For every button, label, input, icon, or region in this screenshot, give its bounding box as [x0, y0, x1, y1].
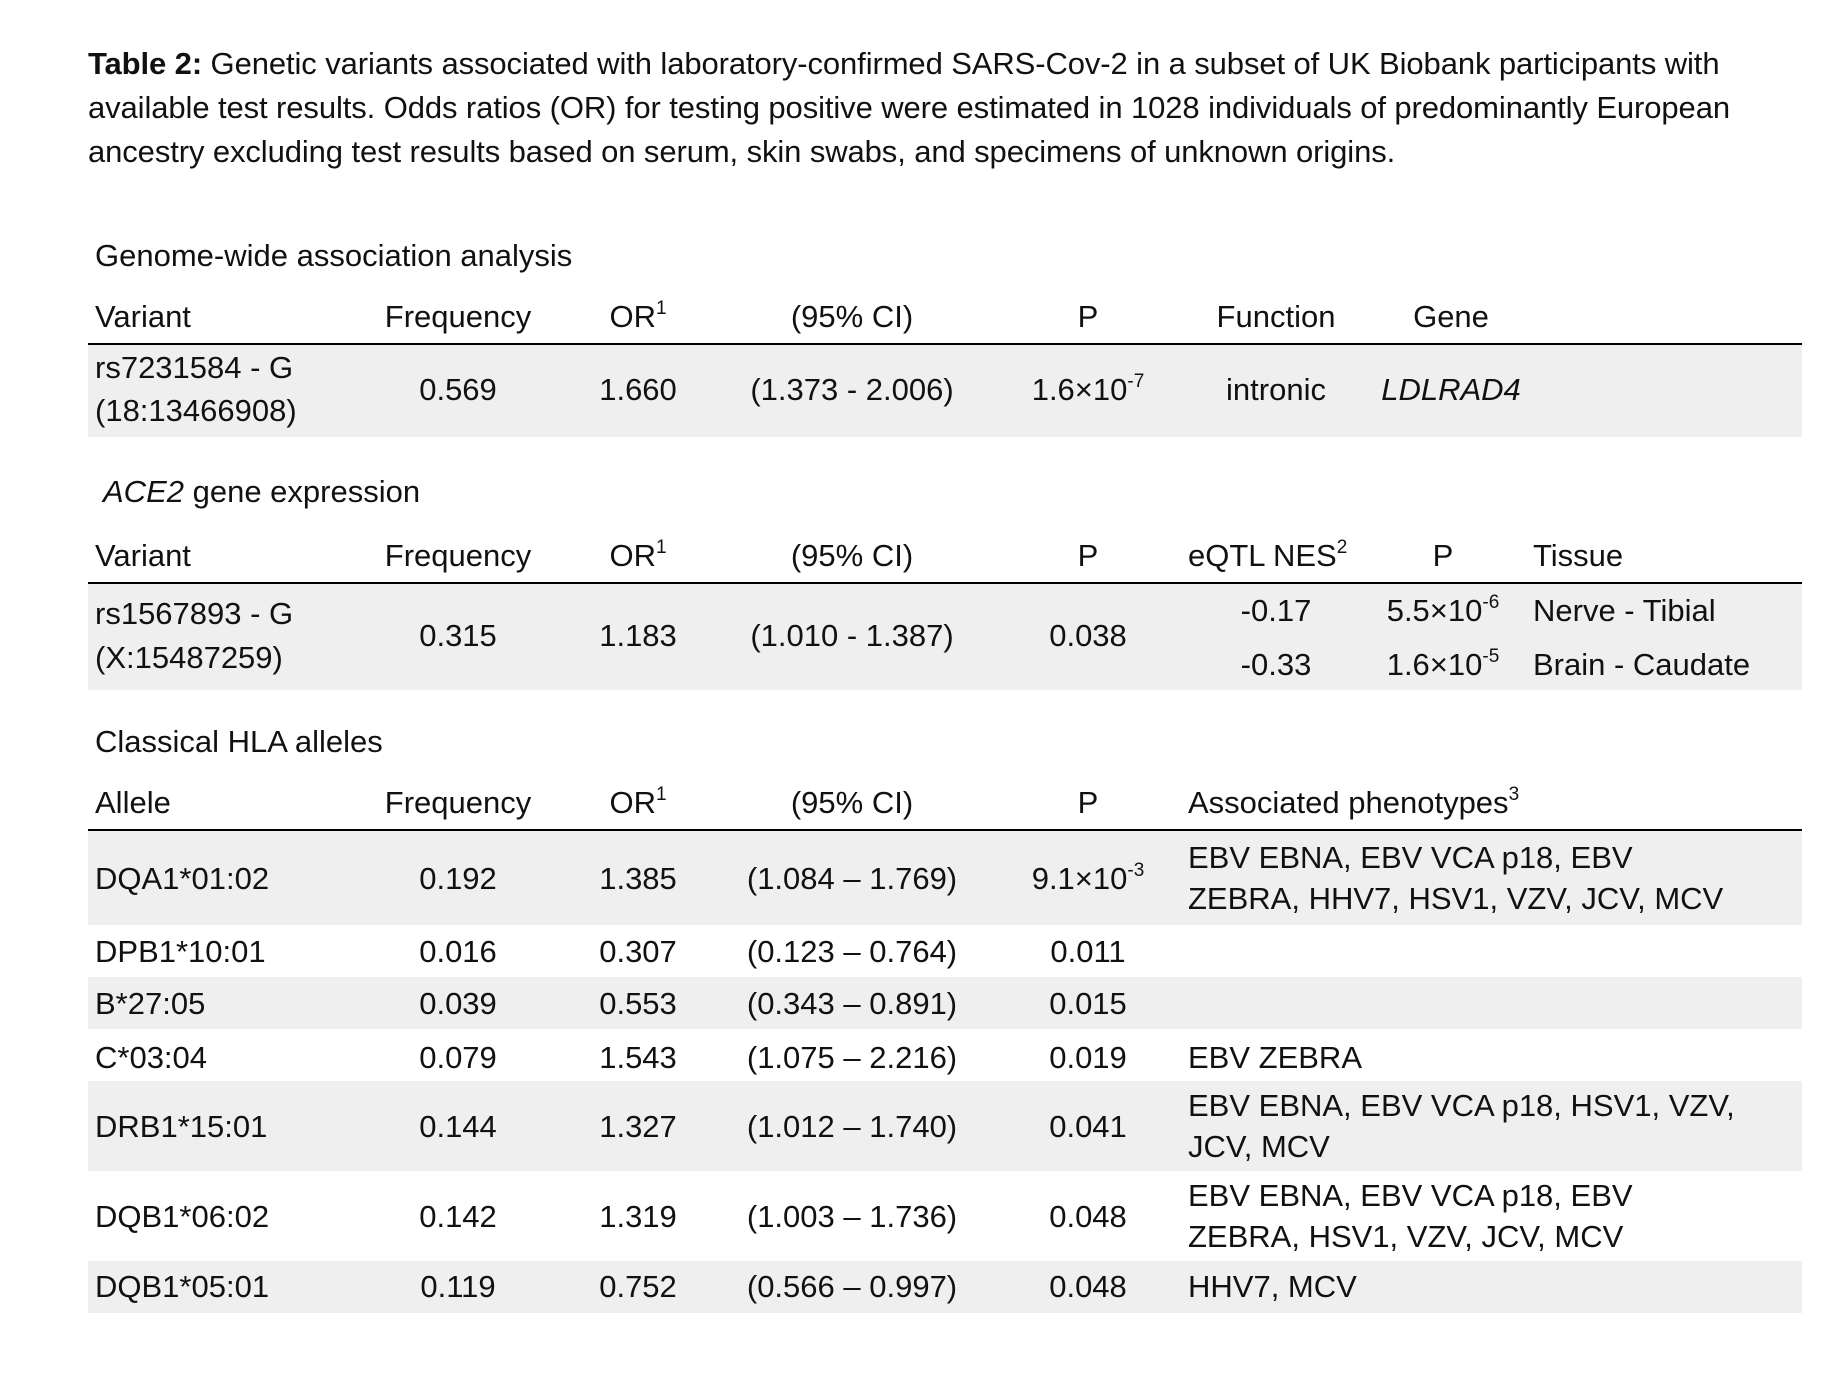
frequency-value: 0.315: [419, 618, 497, 653]
phenotypes-line2: JCV, MCV: [1188, 1129, 1330, 1164]
header-nes-sup: 2: [1336, 536, 1348, 558]
header-or-text: OR: [609, 785, 656, 820]
eqtl-nes-value: -0.17: [1240, 593, 1312, 628]
allele-name: DQB1*06:02: [95, 1199, 270, 1234]
ci-value: (1.010 - 1.387): [750, 618, 954, 653]
or-value: 1.183: [599, 618, 677, 653]
p-value: 0.011: [1050, 934, 1126, 969]
ci-value: (0.343 – 0.891): [746, 986, 958, 1021]
caption-label: Table 2:: [88, 46, 203, 81]
p-value: 0.019: [1049, 1040, 1127, 1075]
header-or: [609, 297, 666, 337]
header-p: P: [1077, 538, 1099, 573]
or-value: 1.660: [599, 372, 677, 407]
allele-name: C*03:04: [95, 1040, 208, 1075]
frequency-value: 0.142: [419, 1199, 497, 1234]
ace2-header-row: [88, 532, 1802, 584]
header-or-sup: 1: [655, 783, 667, 805]
phenotypes-line2: ZEBRA, HHV7, HSV1, VZV, JCV, MCV: [1188, 881, 1724, 916]
p-base: 1.6×10: [1031, 372, 1128, 407]
frequency-value: 0.569: [419, 372, 497, 407]
frequency-value: 0.144: [419, 1109, 497, 1144]
function-value: intronic: [1226, 372, 1326, 407]
or-value: 0.752: [599, 1269, 677, 1304]
variant-id: rs7231584 - G: [95, 350, 294, 385]
header-variant: Variant: [95, 538, 191, 573]
hla-row-drb1-1501: [88, 1081, 1802, 1171]
hla-row-dpb1-1001: [88, 925, 1802, 977]
header-function: Function: [1216, 299, 1336, 334]
hla-row-dqb1-0501: [88, 1261, 1802, 1313]
allele-name: DRB1*15:01: [95, 1109, 268, 1144]
ci-value: (1.084 – 1.769): [746, 861, 958, 896]
hla-row-dqa1-0102: [88, 831, 1802, 925]
phenotypes-line2: ZEBRA, HSV1, VZV, JCV, MCV: [1188, 1219, 1624, 1254]
or-value: 0.307: [599, 934, 677, 969]
header-p: P: [1077, 299, 1099, 334]
p-value: 0.048: [1049, 1269, 1127, 1304]
ci-value: (1.075 – 2.216): [746, 1040, 958, 1075]
eqtl-p-base: 5.5×10: [1386, 593, 1483, 628]
phenotypes-line1: EBV ZEBRA: [1188, 1040, 1362, 1075]
hla-header-row: [88, 779, 1802, 831]
phenotypes-line1: EBV EBNA, EBV VCA p18, EBV: [1188, 1178, 1633, 1213]
or-value: 1.385: [599, 861, 677, 896]
header-or-text: OR: [609, 538, 656, 573]
header-p2: P: [1432, 538, 1454, 573]
hla-row-b-2705: [88, 977, 1802, 1029]
p-base: 9.1×10: [1031, 861, 1128, 896]
or-value: 1.543: [599, 1040, 677, 1075]
ace2-row: [88, 584, 1802, 690]
header-eqtl-nes: [1188, 536, 1347, 576]
or-value: 0.553: [599, 986, 677, 1021]
or-value: 1.327: [599, 1109, 677, 1144]
ace2-section-title: [103, 472, 420, 512]
p-value: [1032, 859, 1145, 899]
p-exponent: -3: [1127, 859, 1145, 881]
gwas-row: [88, 345, 1802, 437]
caption-text: Genetic variants associated with laboratory-confirmed SARS-Cov-2 in a subset of UK Biobank participants with available test results. Odds ratios (OR) for testing positive were estimated in 1028 individuals of predominantly European ancestry excluding test results based on serum, skin swabs, and specimens of unknown origins.: [88, 46, 1730, 169]
allele-name: DPB1*10:01: [95, 934, 266, 969]
eqtl-p-base: 1.6×10: [1386, 647, 1483, 682]
header-variant: Variant: [95, 299, 191, 334]
allele-name: DQA1*01:02: [95, 861, 270, 896]
p-exponent: -7: [1127, 370, 1145, 392]
p-value: 0.038: [1049, 618, 1127, 653]
header-or-sup: 1: [655, 536, 667, 558]
p-value: [1032, 370, 1145, 410]
header-phen-sup: 3: [1508, 783, 1520, 805]
frequency-value: 0.119: [420, 1269, 496, 1304]
ci-value: (1.373 - 2.006): [750, 372, 954, 407]
header-allele: Allele: [95, 785, 171, 820]
eqtl-p-exponent: -5: [1482, 645, 1500, 667]
header-frequency: Frequency: [384, 785, 532, 820]
eqtl-nes-value: -0.33: [1240, 647, 1312, 682]
tissue-value: Nerve - Tibial: [1533, 593, 1716, 628]
phenotypes-line1: HHV7, MCV: [1188, 1269, 1357, 1304]
eqtl-p-value: [1387, 591, 1500, 631]
ci-value: (1.012 – 1.740): [746, 1109, 958, 1144]
ci-value: (0.566 – 0.997): [746, 1269, 958, 1304]
gwas-section-title: Genome-wide association analysis: [95, 238, 573, 273]
header-nes-text: eQTL NES: [1188, 538, 1337, 573]
header-or-text: OR: [609, 299, 656, 334]
header-ci: (95% CI): [790, 538, 914, 573]
header-or-sup: 1: [655, 297, 667, 319]
allele-name: DQB1*05:01: [95, 1269, 270, 1304]
ci-value: (0.123 – 0.764): [746, 934, 958, 969]
p-value: 0.048: [1049, 1199, 1127, 1234]
table-caption: [88, 42, 1788, 174]
header-frequency: Frequency: [384, 299, 532, 334]
frequency-value: 0.192: [419, 861, 497, 896]
p-value: 0.015: [1049, 986, 1127, 1021]
hla-section-title: Classical HLA alleles: [95, 724, 383, 759]
allele-name: B*27:05: [95, 986, 206, 1021]
ci-value: (1.003 – 1.736): [746, 1199, 958, 1234]
p-value: 0.041: [1049, 1109, 1127, 1144]
header-tissue: Tissue: [1533, 538, 1624, 573]
or-value: 1.319: [599, 1199, 677, 1234]
gene-value: LDLRAD4: [1381, 372, 1521, 407]
header-gene: Gene: [1413, 299, 1489, 334]
frequency-value: 0.079: [419, 1040, 497, 1075]
eqtl-p-exponent: -6: [1482, 591, 1500, 613]
ace2-title-rest: gene expression: [183, 474, 421, 509]
frequency-value: 0.039: [419, 986, 497, 1021]
header-or: [609, 536, 666, 576]
hla-row-c-0304: [88, 1029, 1802, 1081]
gwas-header-row: [88, 293, 1802, 345]
header-p: P: [1077, 785, 1099, 820]
variant-id: rs1567893 - G: [95, 596, 294, 631]
header-phenotypes: [1188, 783, 1519, 823]
hla-row-dqb1-0602: [88, 1171, 1802, 1261]
phenotypes-line1: EBV EBNA, EBV VCA p18, EBV: [1188, 840, 1633, 875]
header-or: [609, 783, 666, 823]
tissue-value: Brain - Caudate: [1533, 647, 1751, 682]
eqtl-p-value: [1387, 645, 1500, 685]
header-phen-text: Associated phenotypes: [1188, 785, 1509, 820]
header-frequency: Frequency: [384, 538, 532, 573]
phenotypes-line1: EBV EBNA, EBV VCA p18, HSV1, VZV,: [1188, 1088, 1735, 1123]
ace2-gene-name: ACE2: [103, 474, 184, 509]
header-ci: (95% CI): [790, 785, 914, 820]
header-ci: (95% CI): [790, 299, 914, 334]
variant-position: (X:15487259): [95, 640, 283, 675]
variant-position: (18:13466908): [95, 393, 297, 428]
frequency-value: 0.016: [419, 934, 497, 969]
